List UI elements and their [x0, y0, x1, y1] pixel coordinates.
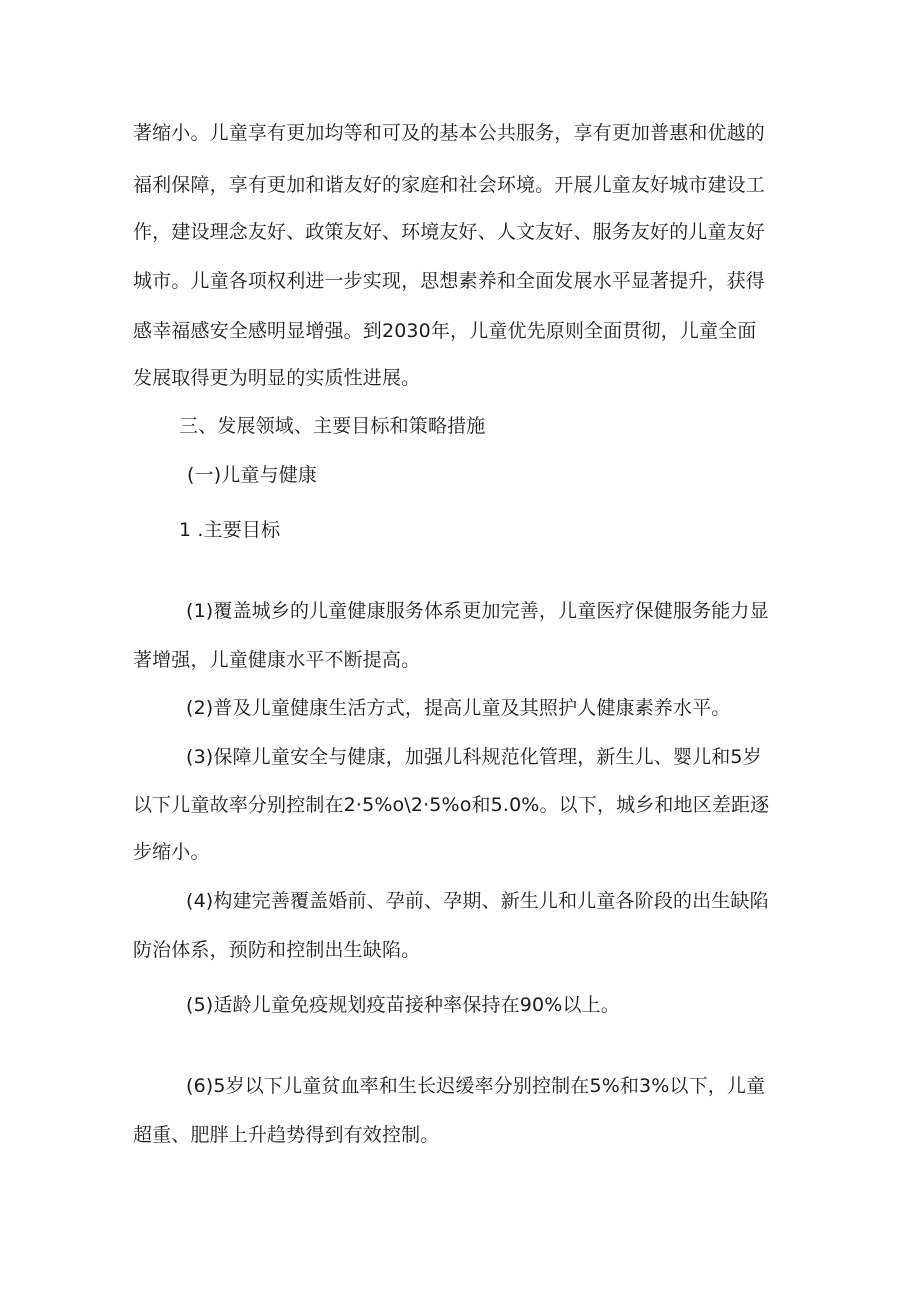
intro-line-6: 发展取得更为明显的实质性进展。	[133, 367, 421, 389]
goal-6-line-2: 超重、肥胖上升趋势得到有效控制。	[133, 1124, 440, 1146]
goal-3-line-3: 步缩小。	[133, 841, 210, 863]
goal-4-line-2: 防治体系，预防和控制出生缺陷。	[133, 939, 421, 961]
goal-5-line-1: (5)适龄儿童免疫规划疫苗接种率保持在90%以上。	[186, 994, 620, 1016]
goals-heading: 1 .主要目标	[179, 519, 281, 541]
subsection-heading: (一)儿童与健康	[187, 464, 318, 486]
goal-1-line-1: (1)覆盖城乡的儿童健康服务体系更加完善，儿童医疗保健服务能力显	[186, 600, 769, 622]
goal-6-line-1: (6)5岁以下儿童贫血率和生长迟缓率分别控制在5%和3%以下，儿童	[186, 1075, 766, 1097]
goal-3-line-1: (3)保障儿童安全与健康，加强儿科规范化管理，新生儿、婴儿和5岁	[186, 746, 762, 768]
intro-line-5: 感幸福感安全感明显增强。到2030年，儿童优先原则全面贯彻，儿童全面	[133, 320, 757, 342]
intro-line-3: 作，建设理念友好、政策友好、环境友好、人文友好、服务友好的儿童友好	[133, 221, 765, 243]
goal-1-line-2: 著增强，儿童健康水平不断提高。	[133, 649, 421, 671]
goal-3-line-2: 以下儿童故率分别控制在2·5%o\2·5%o和5.0%。以下，城乡和地区差距逐	[133, 794, 770, 816]
intro-line-2: 福利保障，享有更加和谐友好的家庭和社会环境。开展儿童友好城市建设工	[133, 174, 765, 196]
goal-2-line-1: (2)普及儿童健康生活方式，提高儿童及其照护人健康素养水平。	[186, 697, 731, 719]
goal-4-line-1: (4)构建完善覆盖婚前、孕前、孕期、新生儿和儿童各阶段的出生缺陷	[186, 890, 769, 912]
section-heading: 三、发展领域、主要目标和策略措施	[179, 415, 486, 437]
intro-line-4: 城市。儿童各项权利进一步实现，思想素养和全面发展水平显著提升，获得	[133, 270, 765, 292]
intro-line-1: 著缩小。儿童享有更加均等和可及的基本公共服务，享有更加普惠和优越的	[133, 122, 765, 144]
